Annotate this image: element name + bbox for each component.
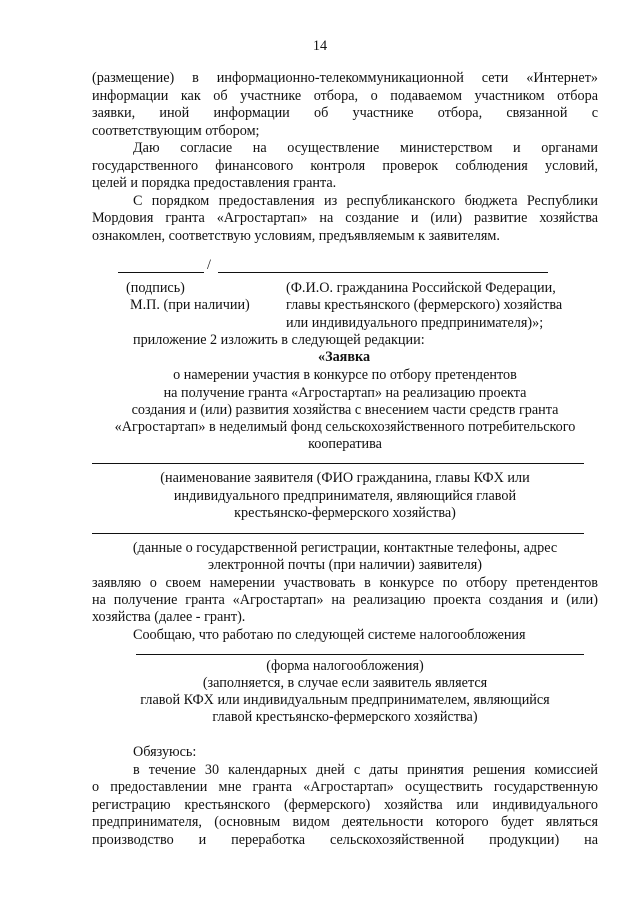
fio-line xyxy=(218,272,548,273)
paragraph-line: (размещение) в информационно-телекоммуникационной сети «Интернет» xyxy=(92,70,598,86)
tax-hint: главой крестьянско-фермерского хозяйства) xyxy=(212,709,478,725)
declaration-line: на получение гранта «Агростартап» на реализацию проекта создания и (или) xyxy=(92,592,598,608)
paragraph-line: целей и порядка предоставления гранта. xyxy=(92,175,337,191)
application-subtitle: «Агростартап» в неделимый фонд сельскохозяйственного потребительского xyxy=(114,419,576,435)
applicant-hint: (наименование заявителя (ФИО гражданина, главы КФХ или xyxy=(160,470,530,486)
paragraph-line: соответствующим отбором; xyxy=(92,123,260,139)
tax-line: Сообщаю, что работаю по следующей системе налогообложения xyxy=(133,627,526,643)
registration-hint: электронной почты (при наличии) заявителя) xyxy=(207,557,482,573)
application-subtitle: на получение гранта «Агростартап» на реализацию проекта xyxy=(163,385,527,401)
obligation-line: предпринимателя, (основным видом деятельности которого будет являться xyxy=(92,814,598,830)
applicant-name-field xyxy=(92,463,584,464)
application-title: «Заявка xyxy=(318,349,371,365)
applicant-hint: индивидуального предпринимателя, являющийся главой xyxy=(173,488,517,504)
registration-field xyxy=(92,533,584,534)
tax-hint: (форма налогообложения) xyxy=(266,658,424,674)
declaration-line: хозяйства (далее - грант). xyxy=(92,609,246,625)
declaration-line: заявляю о своем намерении участвовать в конкурсе по отбору претендентов xyxy=(92,575,598,591)
application-subtitle: о намерении участия в конкурсе по отбору претендентов xyxy=(173,367,517,383)
tax-form-field xyxy=(136,654,584,655)
paragraph-line: ознакомлен, соответствую условиям, предъявляемым к заявителям. xyxy=(92,228,500,244)
paragraph-line: С порядком предоставления из республиканского бюджета Республики xyxy=(133,193,598,209)
signature-slash: / xyxy=(207,257,211,273)
fio-label: главы крестьянского (фермерского) хозяйства xyxy=(286,297,563,313)
tax-hint: главой КФХ или индивидуальным предпринимателем, являющийся xyxy=(140,692,550,708)
paragraph-line: заявки, иной информации об участнике отбора, связанной с xyxy=(92,105,598,121)
registration-hint: (данные о государственной регистрации, контактные телефоны, адрес xyxy=(132,540,558,556)
obligation-line: производство и переработка сельскохозяйственной продукции) на xyxy=(92,832,598,848)
seal-label: М.П. (при наличии) xyxy=(130,297,250,313)
fio-label: или индивидуального предпринимателя)»; xyxy=(286,315,544,331)
application-subtitle: создания и (или) развития хозяйства с внесением части средств гранта xyxy=(131,402,559,418)
signature-line xyxy=(118,272,204,273)
paragraph-line: Даю согласие на осуществление министерством и органами xyxy=(133,140,598,156)
obligation-title: Обязуюсь: xyxy=(133,744,197,760)
page-number: 14 xyxy=(312,38,328,54)
tax-hint: (заполняется, в случае если заявитель является xyxy=(202,675,488,691)
applicant-hint: крестьянско-фермерского хозяйства) xyxy=(234,505,456,521)
obligation-line: в течение 30 календарных дней с даты принятия решения комиссией xyxy=(133,762,598,778)
paragraph-line: информации как об участнике отбора, о подаваемом участником отбора xyxy=(92,88,598,104)
paragraph-line: Мордовия гранта «Агростартап» на создание и (или) развитие хозяйства xyxy=(92,210,598,226)
paragraph-line: государственного финансового контроля проверок соблюдения условий, xyxy=(92,158,598,174)
signature-label: (подпись) xyxy=(126,280,185,296)
application-subtitle: кооператива xyxy=(308,436,382,452)
appendix-line: приложение 2 изложить в следующей редакции: xyxy=(133,332,425,348)
obligation-line: о предоставлении мне гранта «Агростартап» осуществить государственную xyxy=(92,779,598,795)
obligation-line: регистрацию крестьянского (фермерского) хозяйства или индивидуального xyxy=(92,797,598,813)
fio-label: (Ф.И.О. гражданина Российской Федерации, xyxy=(286,280,556,296)
